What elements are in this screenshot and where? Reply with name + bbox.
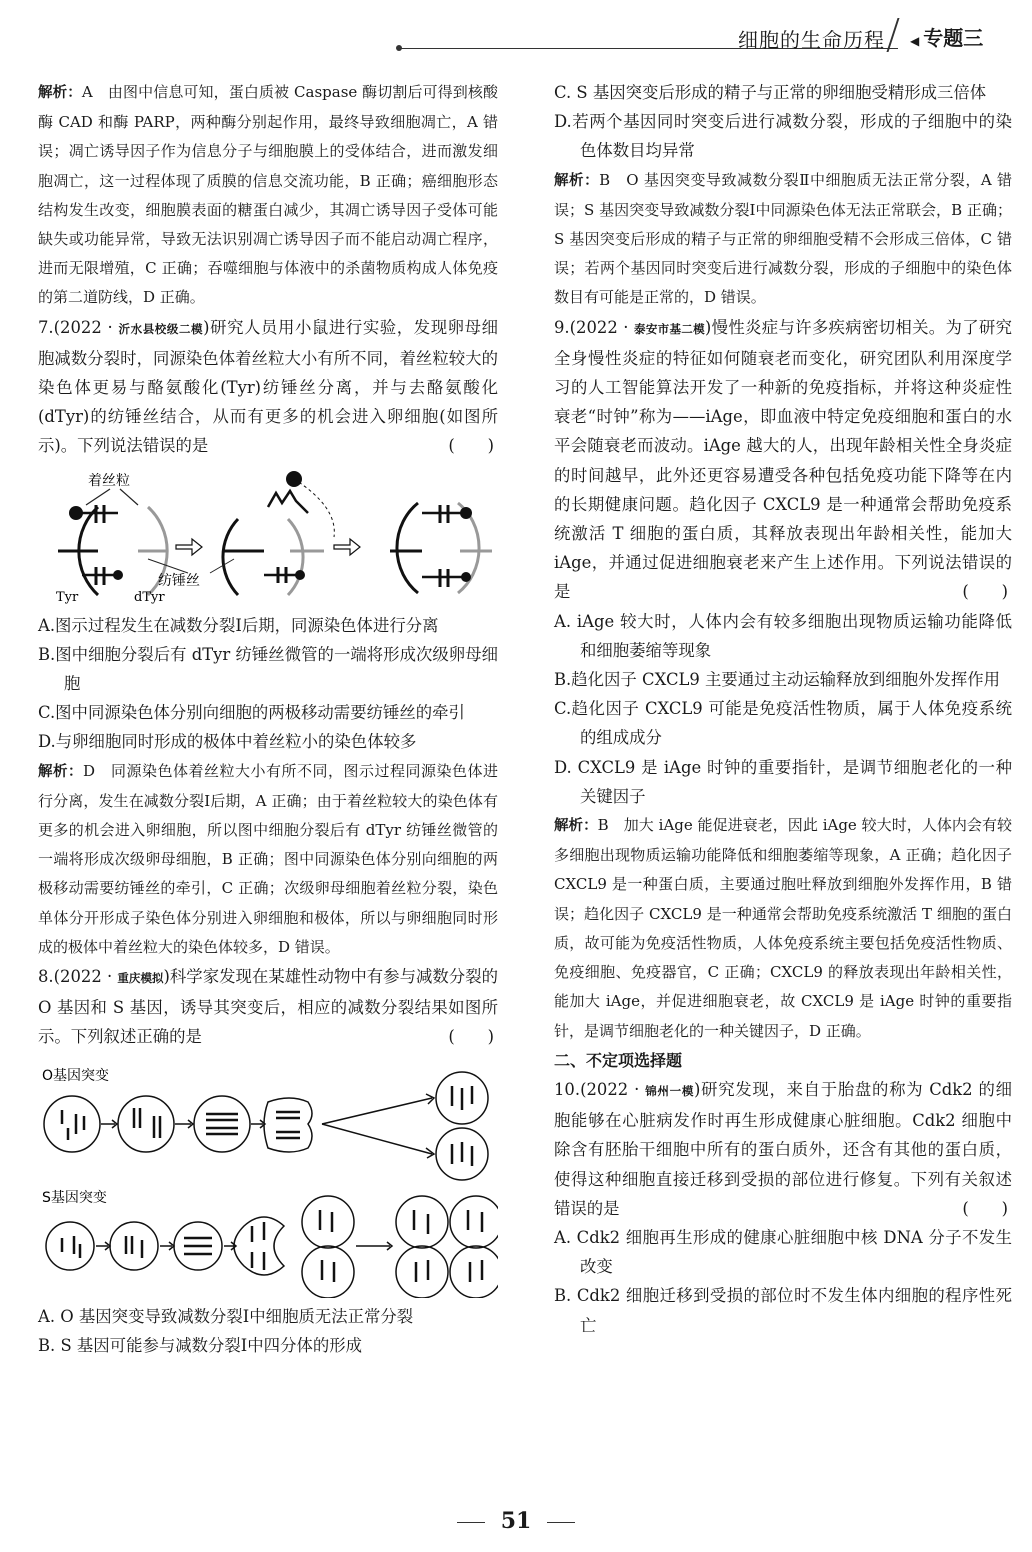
analysis-text: 加大 iAge 能促进衰老，因此 iAge 较大时，人体内会有较多细胞出现物质运输功能降低和细胞萎缩等现象，A 正确；趋化因子 CXCL9 是一种蛋白质，主要通过胞吐释放到细胞外发挥作用，B 错误；趋化因子 CXCL9 是一种通常会帮助免疫系统激活 T 细胞的蛋白质，故可能为免疫活性物质，人体免疫系统主要包括免疫活性物质、免疫细胞、免疫器官，C 正确；CXCL9 的释放表现出年龄相关性，能加大 iAge，并促进细胞衰老，故 CXCL9 是 iAge 时钟的重要指针，是调节细胞老化的一种关键因子，D 正确。: [554, 816, 1012, 1040]
analysis-text: 由图中信息可知，蛋白质被 Caspase 酶切割后可得到核酸酶 CAD 和酶 PARP，两种酶分别起作用，最终导致细胞凋亡，A 错误；凋亡诱导因子作为信息分子与细胞膜上的受体结合，进而激发细胞凋亡，这一过程体现了质膜的信息交流功能，B 正确；癌细胞形态结构发生改变，细胞膜表面的糖蛋白减少，其凋亡诱导因子受体可能缺失或功能异常，导致无法识别凋亡诱导因子而不能启动凋亡程序，进而无限增殖，C 正确；吞噬细胞与体液中的杀菌物质构成人体免疫的第二道防线，D 正确。: [38, 83, 498, 307]
q10-option-a: A. Cdk2 细胞再生形成的健康心脏细胞中核 DNA 分子不发生改变: [554, 1227, 1012, 1277]
q10-option-b: B. Cdk2 细胞迁移到受损的部位时不发生体内细胞的程序性死亡: [554, 1286, 1012, 1335]
question-8: [38, 962, 498, 1052]
question-stem: 研究发现，来自于胎盘的称为 Cdk2 的细胞能够在心脏病发作时再生形成健康心脏细胞。Cdk2 细胞中除含有胚胎干细胞中所有的蛋白质外，还含有其他的蛋白质，使得这种细胞直接迁移到受损的部位进行修复。下列有关叙述错误的是: [554, 1079, 1012, 1218]
q8-option-a: A. O 基因突变导致减数分裂Ⅰ中细胞质无法正常分裂: [38, 1306, 414, 1326]
topic-label: [910, 22, 983, 51]
label-s-mutation: S基因突变: [42, 1189, 107, 1206]
question-year: (2022 ·: [580, 1079, 646, 1099]
analysis-text: 同源染色体着丝粒大小有所不同，图示过程同源染色体进行分离，发生在减数分裂Ⅰ后期，A 正确；由于着丝粒较大的染色体有更多的机会进入卵细胞，所以图中细胞分裂后有 dTyr 纺锤丝微管的一端将形成次级卵母细胞，B 正确；图中同源染色体分别向细胞的两极移动需要纺锤丝的牵引，C 正确；次级卵母细胞着丝粒分裂，染色单体分开形成子染色体分别进入卵细胞和极体，所以与卵细胞同时形成的极体中着丝粒大的染色体较多，D 错误。: [38, 761, 498, 956]
question-year: (2022 ·: [569, 317, 635, 337]
question-close: ): [163, 967, 170, 987]
triangle-left-icon: ◀: [910, 34, 920, 48]
question-source: 泰安市基二模: [634, 321, 705, 336]
question-7: [38, 313, 498, 461]
q8-option-c: C. S 基因突变后形成的精子与正常的卵细胞受精形成三倍体: [554, 83, 987, 102]
page-number-dash-left: [457, 1522, 485, 1523]
question-year: (2022 ·: [53, 967, 118, 987]
analysis-q8: [554, 166, 1012, 313]
q7-option-a: A.图示过程发生在减数分裂Ⅰ后期，同源染色体进行分离: [38, 615, 439, 635]
analysis-tag: 解析：: [38, 85, 82, 101]
analysis-text: O 基因突变导致减数分裂Ⅱ中细胞质无法正常分裂，A 错误；S 基因突变导致减数分裂Ⅰ中同源染色体无法正常联会，B 正确；S 基因突变后形成的精子与正常的卵细胞受精不会形成三倍体，C 错误；若两个基因同时突变后进行减数分裂，形成的子细胞中的染色体数目有可能是正常的，D 错误。: [554, 170, 1012, 307]
label-o-mutation: O基因突变: [42, 1067, 110, 1084]
q9-option-a: A. iAge 较大时，人体内会有较多细胞出现物质运输功能降低和细胞萎缩等现象: [554, 611, 1012, 660]
question-number: 7.: [38, 317, 54, 337]
question-10: [554, 1075, 1012, 1223]
page-number-text: 51: [500, 1508, 532, 1534]
analysis-tag: 解析：: [554, 172, 600, 189]
page-number-dash-right: [547, 1522, 575, 1523]
answer-paren: ( ): [448, 436, 494, 456]
q9-option-b: B.趋化因子 CXCL9 主要通过主动运输释放到细胞外发挥作用: [554, 670, 1001, 690]
analysis-q7: [38, 757, 498, 962]
analysis-answer: B: [599, 170, 611, 189]
question-close: ): [694, 1079, 701, 1099]
question-source: 重庆模拟: [117, 971, 164, 986]
q8-option-d: D.若两个基因同时突变后进行减数分裂，形成的子细胞中的染色体数目均异常: [554, 112, 1012, 161]
chapter-title: 细胞的生命历程: [738, 28, 885, 52]
q8-option-b: B. S 基因可能参与减数分裂Ⅰ中四分体的形成: [38, 1335, 363, 1355]
label-dtyr: dTyr: [134, 589, 165, 605]
answer-paren: ( ): [448, 1027, 494, 1047]
analysis-answer: B: [597, 816, 609, 835]
left-column: [38, 78, 498, 1360]
section-heading: 二、不定项选择题: [554, 1050, 683, 1070]
analysis-tag: 解析：: [554, 818, 598, 835]
question-stem: 科学家发现在某雄性动物中有参与减数分裂的 O 基因和 S 基因，诱导其突变后，相应的减数分裂结果如图所示。下列叙述正确的是: [38, 967, 499, 1047]
analysis-answer: D: [83, 761, 96, 780]
analysis-q9: [554, 811, 1012, 1046]
analysis-tag: 解析：: [38, 763, 83, 780]
q7-option-d: D.与卵细胞同时形成的极体中着丝粒小的染色体较多: [38, 732, 417, 752]
q7-option-b: B.图中细胞分裂后有 dTyr 纺锤丝微管的一端将形成次级卵母细胞: [38, 644, 498, 694]
page-number: [0, 1508, 1032, 1534]
q7-option-c: C.图中同源染色体分别向细胞的两极移动需要纺锤丝的牵引: [38, 703, 465, 723]
answer-paren: ( ): [962, 582, 1008, 602]
label-centromere: 着丝粒: [88, 472, 130, 489]
label-tyr: Tyr: [56, 589, 79, 605]
analysis-q6: [38, 78, 498, 313]
question-year: (2022 ·: [53, 317, 119, 337]
analysis-answer: A: [81, 83, 93, 101]
figure-meiosis-mutants: [38, 1058, 498, 1298]
topic-text: 专题三: [923, 26, 984, 50]
q9-option-d: D. CXCL9 是 iAge 时钟的重要指针，是调节细胞老化的一种关键因子: [554, 757, 1012, 806]
question-stem: 慢性炎症与许多疾病密切相关。为了研究全身慢性炎症的特征如何随衰老而变化，研究团队利用深度学习的人工智能算法开发了一种新的免疫指标，并将这种炎症性衰老“时钟”称为——iAge，即血液中特定免疫细胞和蛋白的水平会随衰老而波动。iAge 越大的人，出现年龄相关性全身炎症的时间越早，此外还更容易遭受各种包括免疫功能下降等在内的长期健康问题。趋化因子 CXCL9 是一种通常会帮助免疫系统激活 T 细胞的蛋白质，其释放表现出年龄相关性，能加大 iAge，并通过促进细胞衰老来产生上述作用。下列说法错误的是: [554, 317, 1013, 602]
right-column: [554, 78, 1012, 1340]
question-number: 8.: [38, 967, 54, 987]
question-source: 锦州一模: [645, 1083, 695, 1098]
question-number: 9.: [554, 317, 570, 337]
question-9: [554, 313, 1012, 607]
question-source: 沂水县校级二模: [118, 321, 204, 336]
answer-paren: ( ): [962, 1198, 1008, 1218]
question-stem: 研究人员用小鼠进行实验，发现卵母细胞减数分裂时，同源染色体着丝粒大小有所不同，着丝粒较大的染色体更易与酪氨酸化(Tyr)纺锤丝分离，并与去酪氨酸化(dTyr)的纺锤丝结合，从而有更多的机会进入卵细胞(如图所示)。下列说法错误的是: [38, 317, 499, 456]
question-close: ): [203, 317, 210, 337]
question-close: ): [704, 317, 712, 337]
question-number: 10.: [554, 1079, 581, 1099]
q9-option-c: C.趋化因子 CXCL9 可能是免疫活性物质，属于人体免疫系统的组成成分: [554, 699, 1012, 748]
page-header: [0, 14, 1032, 58]
figure-spindle-diagram: [38, 467, 498, 607]
label-spindle: 纺锤丝: [158, 572, 200, 589]
